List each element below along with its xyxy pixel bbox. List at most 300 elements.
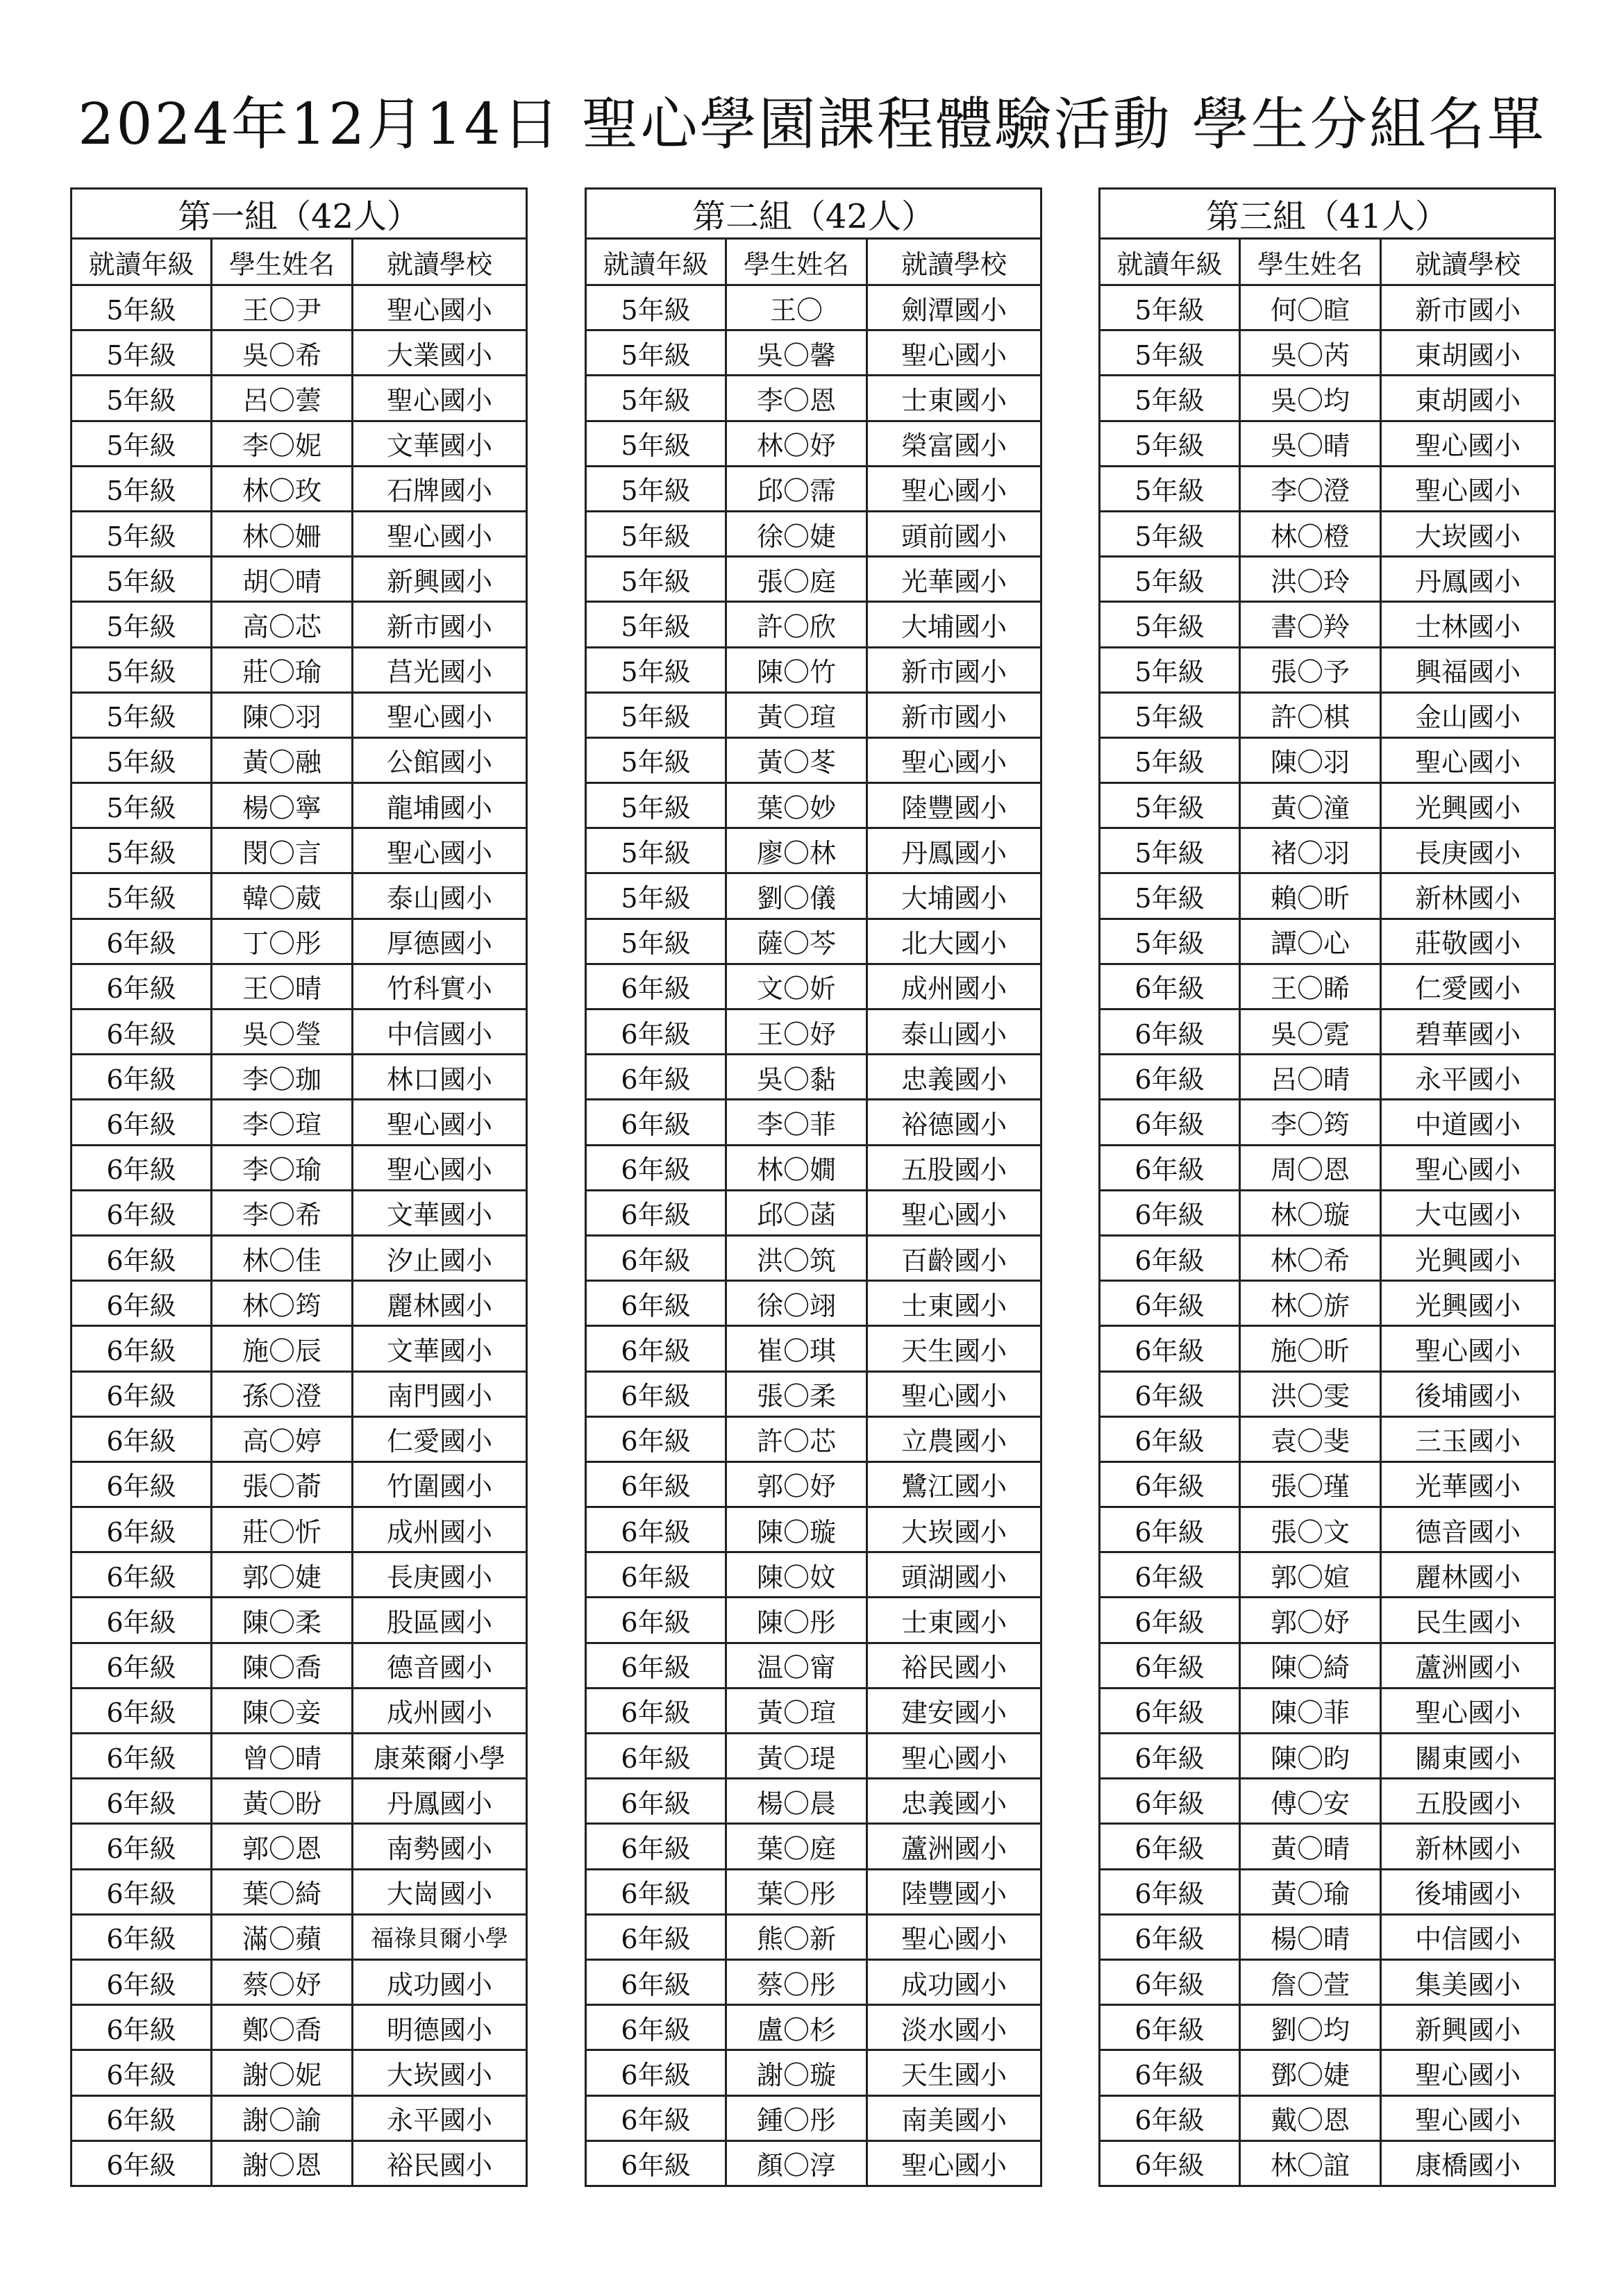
- column-header-school: 就讀學校: [353, 239, 527, 285]
- grade-cell: 6年級: [586, 1869, 726, 1914]
- school-cell: 大埔國小: [867, 602, 1041, 647]
- table-row: [586, 421, 1041, 466]
- table-row: [586, 1688, 1041, 1733]
- grade-cell: 6年級: [72, 1598, 212, 1643]
- student-name-cell: 林〇筠: [212, 1281, 353, 1326]
- grade-cell: 5年級: [72, 692, 212, 737]
- school-cell: 泰山國小: [867, 1009, 1041, 1055]
- table-row: [72, 1779, 527, 1824]
- grade-cell: 6年級: [72, 1416, 212, 1461]
- school-cell: 興福國小: [1381, 647, 1555, 692]
- school-cell: 百齡國小: [867, 1235, 1041, 1280]
- student-name-cell: 謝〇恩: [212, 2140, 353, 2186]
- student-name-cell: 林〇橙: [1240, 511, 1381, 556]
- school-cell: 泰山國小: [353, 873, 527, 919]
- school-cell: 裕德國小: [867, 1100, 1041, 1145]
- table-row: [72, 1598, 527, 1643]
- school-cell: 聖心國小: [867, 330, 1041, 376]
- table-row: [586, 1235, 1041, 1280]
- grade-cell: 5年級: [586, 602, 726, 647]
- school-cell: 五股國小: [1381, 1779, 1555, 1824]
- student-name-cell: 陳〇綺: [1240, 1643, 1381, 1688]
- grade-cell: 5年級: [1100, 873, 1240, 919]
- student-name-cell: 洪〇雯: [1240, 1371, 1381, 1416]
- student-name-cell: 林〇璇: [1240, 1190, 1381, 1235]
- school-cell: 成功國小: [867, 1959, 1041, 2004]
- table-row: [586, 1598, 1041, 1643]
- student-name-cell: 林〇希: [1240, 1235, 1381, 1280]
- table-row: [1100, 466, 1555, 511]
- student-name-cell: 文〇妡: [726, 964, 867, 1009]
- school-cell: 康萊爾小學: [353, 1734, 527, 1779]
- student-name-cell: 張〇萮: [212, 1461, 353, 1507]
- student-name-cell: 郭〇恩: [212, 1824, 353, 1869]
- table-row: [1100, 737, 1555, 782]
- school-cell: 林口國小: [353, 1055, 527, 1100]
- grade-cell: 6年級: [72, 919, 212, 964]
- grade-cell: 6年級: [586, 2140, 726, 2186]
- table-row: [72, 737, 527, 782]
- student-name-cell: 黃〇融: [212, 737, 353, 782]
- grade-cell: 6年級: [72, 1009, 212, 1055]
- student-name-cell: 李〇瑄: [212, 1100, 353, 1145]
- grade-cell: 6年級: [586, 1824, 726, 1869]
- table-row: [586, 1734, 1041, 1779]
- school-cell: 聖心國小: [1381, 737, 1555, 782]
- student-name-cell: 郭〇妤: [1240, 1598, 1381, 1643]
- student-name-cell: 陳〇喬: [212, 1643, 353, 1688]
- school-cell: 丹鳳國小: [353, 1779, 527, 1824]
- table-row: [1100, 376, 1555, 421]
- student-name-cell: 邱〇霈: [726, 466, 867, 511]
- student-name-cell: 李〇希: [212, 1190, 353, 1235]
- school-cell: 五股國小: [867, 1145, 1041, 1190]
- grade-cell: 6年級: [586, 2095, 726, 2140]
- grade-cell: 6年級: [72, 2050, 212, 2095]
- student-name-cell: 李〇瑜: [212, 1145, 353, 1190]
- grade-cell: 6年級: [1100, 1326, 1240, 1371]
- student-name-cell: 許〇欣: [726, 602, 867, 647]
- school-cell: 公館國小: [353, 737, 527, 782]
- school-cell: 士東國小: [867, 376, 1041, 421]
- school-cell: 長庚國小: [353, 1552, 527, 1598]
- grade-cell: 6年級: [586, 1598, 726, 1643]
- table-row: [72, 692, 527, 737]
- student-name-cell: 郭〇婕: [212, 1552, 353, 1598]
- school-cell: 新林國小: [1381, 1824, 1555, 1869]
- student-name-cell: 黃〇瑅: [726, 1734, 867, 1779]
- school-cell: 聖心國小: [1381, 1688, 1555, 1733]
- school-cell: 福祿貝爾小學: [353, 1914, 527, 1959]
- grade-cell: 6年級: [586, 1100, 726, 1145]
- school-cell: 蘆洲國小: [1381, 1643, 1555, 1688]
- grade-cell: 5年級: [1100, 466, 1240, 511]
- grade-cell: 6年級: [72, 1507, 212, 1552]
- table-row: [72, 919, 527, 964]
- table-row: [586, 647, 1041, 692]
- school-cell: 永平國小: [353, 2095, 527, 2140]
- student-name-cell: 陳〇柔: [212, 1598, 353, 1643]
- grade-cell: 5年級: [72, 873, 212, 919]
- grade-cell: 6年級: [586, 1552, 726, 1598]
- student-name-cell: 黃〇瑄: [726, 692, 867, 737]
- table-row: [1100, 1734, 1555, 1779]
- school-cell: 聖心國小: [353, 1145, 527, 1190]
- student-name-cell: 黃〇苳: [726, 737, 867, 782]
- table-row: [72, 421, 527, 466]
- school-cell: 頭前國小: [867, 511, 1041, 556]
- school-cell: 聖心國小: [867, 466, 1041, 511]
- student-name-cell: 譚〇心: [1240, 919, 1381, 964]
- student-name-cell: 黃〇潼: [1240, 783, 1381, 828]
- student-name-cell: 吳〇希: [212, 330, 353, 376]
- student-name-cell: 林〇佳: [212, 1235, 353, 1280]
- student-name-cell: 書〇羚: [1240, 602, 1381, 647]
- column-header-school: 就讀學校: [867, 239, 1041, 285]
- table-row: [1100, 1959, 1555, 2004]
- school-cell: 成州國小: [353, 1507, 527, 1552]
- student-name-cell: 陳〇彤: [726, 1598, 867, 1643]
- student-name-cell: 張〇庭: [726, 557, 867, 602]
- grade-cell: 5年級: [586, 421, 726, 466]
- student-name-cell: 賴〇昕: [1240, 873, 1381, 919]
- school-cell: 文華國小: [353, 421, 527, 466]
- grade-cell: 5年級: [1100, 737, 1240, 782]
- school-cell: 中道國小: [1381, 1100, 1555, 1145]
- school-cell: 麗林國小: [1381, 1552, 1555, 1598]
- grade-cell: 5年級: [586, 330, 726, 376]
- grade-cell: 6年級: [1100, 1416, 1240, 1461]
- group-1: [70, 187, 526, 2187]
- school-cell: 頭湖國小: [867, 1552, 1041, 1598]
- student-name-cell: 林〇妤: [726, 421, 867, 466]
- grade-cell: 6年級: [1100, 1643, 1240, 1688]
- table-row: [72, 2050, 527, 2095]
- table-row: [1100, 2005, 1555, 2050]
- student-name-cell: 林〇玫: [212, 466, 353, 511]
- student-name-cell: 吳〇均: [1240, 376, 1381, 421]
- student-name-cell: 陳〇妏: [726, 1552, 867, 1598]
- school-cell: 聖心國小: [353, 376, 527, 421]
- grade-cell: 6年級: [586, 1281, 726, 1326]
- grade-cell: 5年級: [72, 828, 212, 873]
- school-cell: 陸豐國小: [867, 1869, 1041, 1914]
- school-cell: 大崁國小: [867, 1507, 1041, 1552]
- group-header: 第一組（42人）: [72, 189, 527, 239]
- grade-cell: 6年級: [1100, 1461, 1240, 1507]
- grade-cell: 5年級: [586, 919, 726, 964]
- school-cell: 仁愛國小: [1381, 964, 1555, 1009]
- grade-cell: 6年級: [72, 1461, 212, 1507]
- table-row: [1100, 330, 1555, 376]
- grade-cell: 5年級: [586, 737, 726, 782]
- grade-cell: 5年級: [1100, 647, 1240, 692]
- grade-cell: 6年級: [586, 1461, 726, 1507]
- grade-cell: 6年級: [72, 1779, 212, 1824]
- grade-cell: 5年級: [1100, 285, 1240, 330]
- school-cell: 厚德國小: [353, 919, 527, 964]
- grade-cell: 6年級: [586, 1914, 726, 1959]
- table-row: [586, 828, 1041, 873]
- school-cell: 光興國小: [1381, 1281, 1555, 1326]
- table-row: [72, 1869, 527, 1914]
- school-cell: 新市國小: [353, 602, 527, 647]
- table-row: [586, 1009, 1041, 1055]
- school-cell: 石牌國小: [353, 466, 527, 511]
- group-3: [1098, 187, 1554, 2187]
- grade-cell: 6年級: [72, 1824, 212, 1869]
- student-name-cell: 高〇婷: [212, 1416, 353, 1461]
- grade-cell: 6年級: [1100, 1552, 1240, 1598]
- student-name-cell: 王〇尹: [212, 285, 353, 330]
- table-row: [586, 1416, 1041, 1461]
- student-name-cell: 吳〇馨: [726, 330, 867, 376]
- table-row: [1100, 557, 1555, 602]
- table-row: [586, 557, 1041, 602]
- student-name-cell: 葉〇彤: [726, 1869, 867, 1914]
- school-cell: 光華國小: [867, 557, 1041, 602]
- table-row: [72, 511, 527, 556]
- table-row: [586, 376, 1041, 421]
- student-name-cell: 陳〇羽: [212, 692, 353, 737]
- student-name-cell: 莊〇瑜: [212, 647, 353, 692]
- table-row: [1100, 1779, 1555, 1824]
- student-name-cell: 黃〇盼: [212, 1779, 353, 1824]
- school-cell: 士林國小: [1381, 602, 1555, 647]
- grade-cell: 6年級: [586, 2050, 726, 2095]
- column-header-grade: 就讀年級: [72, 239, 212, 285]
- table-row: [72, 1190, 527, 1235]
- student-name-cell: 崔〇琪: [726, 1326, 867, 1371]
- table-row: [1100, 2095, 1555, 2140]
- table-row: [1100, 1824, 1555, 1869]
- student-name-cell: 陳〇妾: [212, 1688, 353, 1733]
- school-cell: 竹科實小: [353, 964, 527, 1009]
- school-cell: 光興國小: [1381, 1235, 1555, 1280]
- table-row: [1100, 1190, 1555, 1235]
- table-row: [586, 1326, 1041, 1371]
- school-cell: 新市國小: [867, 647, 1041, 692]
- table-row: [72, 1959, 527, 2004]
- student-name-cell: 王〇妤: [726, 1009, 867, 1055]
- school-cell: 文華國小: [353, 1326, 527, 1371]
- student-name-cell: 許〇芯: [726, 1416, 867, 1461]
- student-name-cell: 葉〇綺: [212, 1869, 353, 1914]
- student-name-cell: 戴〇恩: [1240, 2095, 1381, 2140]
- table-row: [586, 873, 1041, 919]
- school-cell: 忠義國小: [867, 1779, 1041, 1824]
- student-name-cell: 徐〇婕: [726, 511, 867, 556]
- table-row: [586, 1779, 1041, 1824]
- student-name-cell: 周〇恩: [1240, 1145, 1381, 1190]
- table-row: [1100, 1461, 1555, 1507]
- student-name-cell: 張〇柔: [726, 1371, 867, 1416]
- student-name-cell: 李〇菲: [726, 1100, 867, 1145]
- school-cell: 金山國小: [1381, 692, 1555, 737]
- table-row: [72, 1688, 527, 1733]
- grade-cell: 5年級: [586, 783, 726, 828]
- table-row: [1100, 1914, 1555, 1959]
- table-row: [586, 1552, 1041, 1598]
- school-cell: 南門國小: [353, 1371, 527, 1416]
- student-name-cell: 高〇芯: [212, 602, 353, 647]
- grade-cell: 6年級: [586, 1371, 726, 1416]
- school-cell: 新興國小: [1381, 2005, 1555, 2050]
- grade-cell: 5年級: [72, 737, 212, 782]
- student-name-cell: 葉〇妙: [726, 783, 867, 828]
- school-cell: 聖心國小: [353, 511, 527, 556]
- student-name-cell: 王〇睎: [1240, 964, 1381, 1009]
- school-cell: 聖心國小: [353, 285, 527, 330]
- table-row: [586, 511, 1041, 556]
- table-row: [1100, 828, 1555, 873]
- student-name-cell: 王〇晴: [212, 964, 353, 1009]
- table-row: [72, 1914, 527, 1959]
- school-cell: 大崁國小: [1381, 511, 1555, 556]
- school-cell: 新林國小: [1381, 873, 1555, 919]
- grade-cell: 5年級: [1100, 692, 1240, 737]
- school-cell: 德音國小: [353, 1643, 527, 1688]
- grade-cell: 6年級: [1100, 1688, 1240, 1733]
- column-header-name: 學生姓名: [1240, 239, 1381, 285]
- grade-cell: 5年級: [1100, 511, 1240, 556]
- student-name-cell: 楊〇寧: [212, 783, 353, 828]
- grade-cell: 6年級: [72, 1281, 212, 1326]
- school-cell: 仁愛國小: [353, 1416, 527, 1461]
- student-name-cell: 閔〇言: [212, 828, 353, 873]
- grade-cell: 6年級: [72, 2095, 212, 2140]
- table-row: [72, 1235, 527, 1280]
- table-row: [586, 1959, 1041, 2004]
- student-name-cell: 王〇: [726, 285, 867, 330]
- table-row: [72, 647, 527, 692]
- grade-cell: 5年級: [586, 828, 726, 873]
- table-row: [72, 873, 527, 919]
- school-cell: 莒光國小: [353, 647, 527, 692]
- grade-cell: 5年級: [72, 602, 212, 647]
- student-name-cell: 温〇甯: [726, 1643, 867, 1688]
- table-row: [72, 1824, 527, 1869]
- column-header-name: 學生姓名: [212, 239, 353, 285]
- school-cell: 中信國小: [353, 1009, 527, 1055]
- grade-cell: 6年級: [1100, 1281, 1240, 1326]
- column-header-name: 學生姓名: [726, 239, 867, 285]
- table-row: [72, 1145, 527, 1190]
- grade-cell: 5年級: [72, 647, 212, 692]
- grade-cell: 6年級: [586, 1416, 726, 1461]
- table-row: [586, 1914, 1041, 1959]
- student-name-cell: 袁〇斐: [1240, 1416, 1381, 1461]
- student-name-cell: 滿〇蘋: [212, 1914, 353, 1959]
- table-row: [72, 1552, 527, 1598]
- school-cell: 長庚國小: [1381, 828, 1555, 873]
- school-cell: 丹鳳國小: [867, 828, 1041, 873]
- grade-cell: 6年級: [1100, 1779, 1240, 1824]
- school-cell: 文華國小: [353, 1190, 527, 1235]
- student-name-cell: 陳〇羽: [1240, 737, 1381, 782]
- student-name-cell: 林〇旂: [1240, 1281, 1381, 1326]
- school-cell: 大屯國小: [1381, 1190, 1555, 1235]
- table-row: [72, 330, 527, 376]
- table-row: [1100, 964, 1555, 1009]
- table-row: [586, 285, 1041, 330]
- school-cell: 聖心國小: [867, 1914, 1041, 1959]
- student-name-cell: 郭〇妤: [726, 1461, 867, 1507]
- table-row: [72, 466, 527, 511]
- group-header: 第二組（42人）: [586, 189, 1041, 239]
- table-row: [1100, 1598, 1555, 1643]
- table-row: [586, 2050, 1041, 2095]
- school-cell: 碧華國小: [1381, 1009, 1555, 1055]
- grade-cell: 5年級: [72, 466, 212, 511]
- table-row: [1100, 1552, 1555, 1598]
- grade-cell: 5年級: [1100, 421, 1240, 466]
- student-name-cell: 曾〇晴: [212, 1734, 353, 1779]
- grade-cell: 5年級: [1100, 828, 1240, 873]
- grade-cell: 5年級: [586, 692, 726, 737]
- grade-cell: 6年級: [586, 2005, 726, 2050]
- school-cell: 後埔國小: [1381, 1371, 1555, 1416]
- school-cell: 南勢國小: [353, 1824, 527, 1869]
- student-name-cell: 呂〇蕓: [212, 376, 353, 421]
- school-cell: 明德國小: [353, 2005, 527, 2050]
- school-cell: 蘆洲國小: [867, 1824, 1041, 1869]
- table-row: [586, 737, 1041, 782]
- grade-cell: 6年級: [72, 1552, 212, 1598]
- table-row: [1100, 421, 1555, 466]
- group-header: 第三組（41人）: [1100, 189, 1555, 239]
- grade-cell: 6年級: [1100, 1100, 1240, 1145]
- student-name-cell: 胡〇晴: [212, 557, 353, 602]
- grade-cell: 5年級: [586, 647, 726, 692]
- school-cell: 新市國小: [1381, 285, 1555, 330]
- school-cell: 士東國小: [867, 1598, 1041, 1643]
- school-cell: 大崁國小: [353, 2050, 527, 2095]
- student-name-cell: 李〇澄: [1240, 466, 1381, 511]
- table-row: [72, 2140, 527, 2186]
- student-name-cell: 鍾〇彤: [726, 2095, 867, 2140]
- grade-cell: 6年級: [1100, 1055, 1240, 1100]
- table-row: [586, 964, 1041, 1009]
- student-name-cell: 林〇嫺: [726, 1145, 867, 1190]
- table-row: [1100, 511, 1555, 556]
- student-name-cell: 廖〇林: [726, 828, 867, 873]
- school-cell: 鷺江國小: [867, 1461, 1041, 1507]
- student-name-cell: 洪〇玲: [1240, 557, 1381, 602]
- grade-cell: 5年級: [586, 511, 726, 556]
- table-row: [72, 1643, 527, 1688]
- school-cell: 中信國小: [1381, 1914, 1555, 1959]
- school-cell: 聖心國小: [353, 692, 527, 737]
- grade-cell: 5年級: [586, 466, 726, 511]
- grade-cell: 6年級: [1100, 964, 1240, 1009]
- grade-cell: 5年級: [72, 557, 212, 602]
- school-cell: 莊敬國小: [1381, 919, 1555, 964]
- table-row: [586, 466, 1041, 511]
- school-cell: 聖心國小: [867, 1190, 1041, 1235]
- grade-cell: 6年級: [1100, 1371, 1240, 1416]
- table-row: [586, 2005, 1041, 2050]
- grade-cell: 6年級: [1100, 1598, 1240, 1643]
- grade-cell: 5年級: [72, 376, 212, 421]
- table-row: [72, 828, 527, 873]
- grade-cell: 5年級: [72, 783, 212, 828]
- table-row: [72, 1416, 527, 1461]
- student-name-cell: 黃〇瑜: [1240, 1869, 1381, 1914]
- student-name-cell: 陳〇竹: [726, 647, 867, 692]
- student-name-cell: 李〇珈: [212, 1055, 353, 1100]
- table-row: [72, 783, 527, 828]
